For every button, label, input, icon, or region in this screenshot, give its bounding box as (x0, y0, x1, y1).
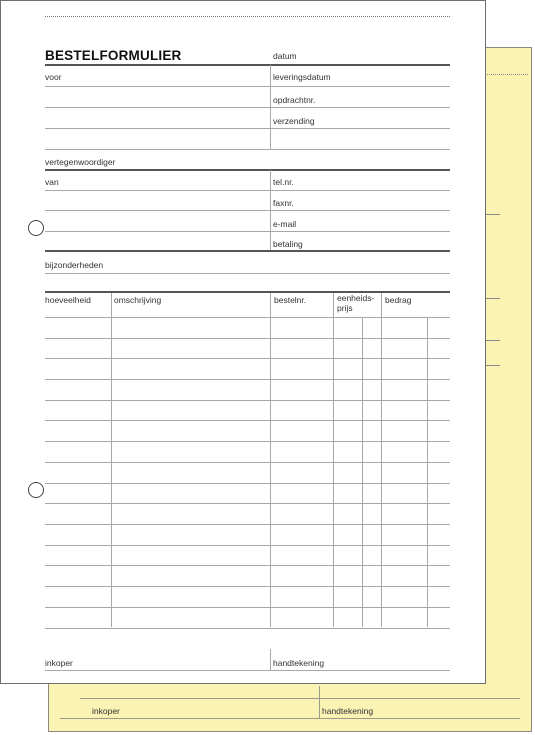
van-label: van (45, 177, 59, 187)
betaling-label: betaling (273, 239, 303, 249)
table-row-line (45, 400, 450, 401)
eenheidsprijs-header-line2: prijs (337, 303, 353, 313)
table-column-line (362, 317, 363, 627)
copy-handtekening-label: handtekening (322, 706, 374, 716)
omschrijving-header: omschrijving (114, 295, 162, 305)
table-column-line (427, 317, 428, 627)
top-perforation (45, 16, 450, 17)
vertegenwoordiger-label: vertegenwoordiger (45, 157, 116, 167)
voor-line-4 (45, 149, 450, 150)
copy-footer-divider (319, 686, 320, 719)
table-row-line (45, 565, 450, 566)
copy-tick (486, 365, 500, 366)
table-row-line (45, 483, 450, 484)
contact-divider (270, 170, 271, 251)
hoeveelheid-header: hoeveelheid (45, 295, 91, 305)
table-row-line (45, 586, 450, 587)
table-column-line (111, 293, 112, 627)
punch-hole-bottom (28, 482, 44, 498)
voor-line-2 (45, 107, 450, 108)
copy-tick (486, 298, 500, 299)
voor-label: voor (45, 72, 62, 82)
bedrag-header: bedrag (385, 295, 412, 305)
table-row-line (45, 628, 450, 629)
copy-footer-rule (80, 698, 520, 699)
copy-tick (486, 214, 500, 215)
verzending-label: verzending (273, 116, 315, 126)
table-row-line (45, 338, 450, 339)
header-divider (270, 65, 271, 149)
opdrachtnr-label: opdrachtnr. (273, 95, 316, 105)
footer-rule (45, 670, 450, 671)
table-row-line (45, 545, 450, 546)
footer-divider (270, 649, 271, 671)
van-line-3 (45, 231, 450, 232)
table-row-line (45, 420, 450, 421)
telnr-label: tel.nr. (273, 177, 294, 187)
table-column-line (270, 293, 271, 627)
datum-label: datum (273, 51, 297, 61)
table-column-line (381, 293, 382, 627)
van-line-1 (45, 190, 450, 191)
punch-hole-top (28, 220, 44, 236)
bijzonderheden-line (45, 273, 450, 274)
copy-tick (486, 340, 500, 341)
table-row-line (45, 503, 450, 504)
bijzonderheden-label: bijzonderheden (45, 260, 104, 270)
voor-line-1 (45, 86, 450, 87)
table-row-line (45, 524, 450, 525)
eenheidsprijs-header-line1: eenheids- (337, 293, 375, 303)
form-title: BESTELFORMULIER (45, 48, 182, 63)
leveringsdatum-label: leveringsdatum (273, 72, 331, 82)
table-row-line (45, 441, 450, 442)
table-top-rule (45, 291, 450, 293)
contact-rule (45, 250, 450, 252)
table-row-line (45, 607, 450, 608)
van-line-2 (45, 210, 450, 211)
email-label: e-mail (273, 219, 297, 229)
copy-inkoper-label: inkoper (92, 706, 120, 716)
table-column-line (333, 293, 334, 627)
bestelnr-header: bestelnr. (274, 295, 307, 305)
copy-footer-bottom-rule (60, 718, 520, 719)
table-row-line (45, 317, 450, 318)
inkoper-label: inkoper (45, 658, 73, 668)
table-row-line (45, 358, 450, 359)
header-rule (45, 64, 450, 66)
faxnr-label: faxnr. (273, 198, 294, 208)
table-row-line (45, 462, 450, 463)
voor-line-3 (45, 128, 450, 129)
vertegenwoordiger-rule (45, 169, 450, 171)
table-row-line (45, 379, 450, 380)
handtekening-label: handtekening (273, 658, 325, 668)
